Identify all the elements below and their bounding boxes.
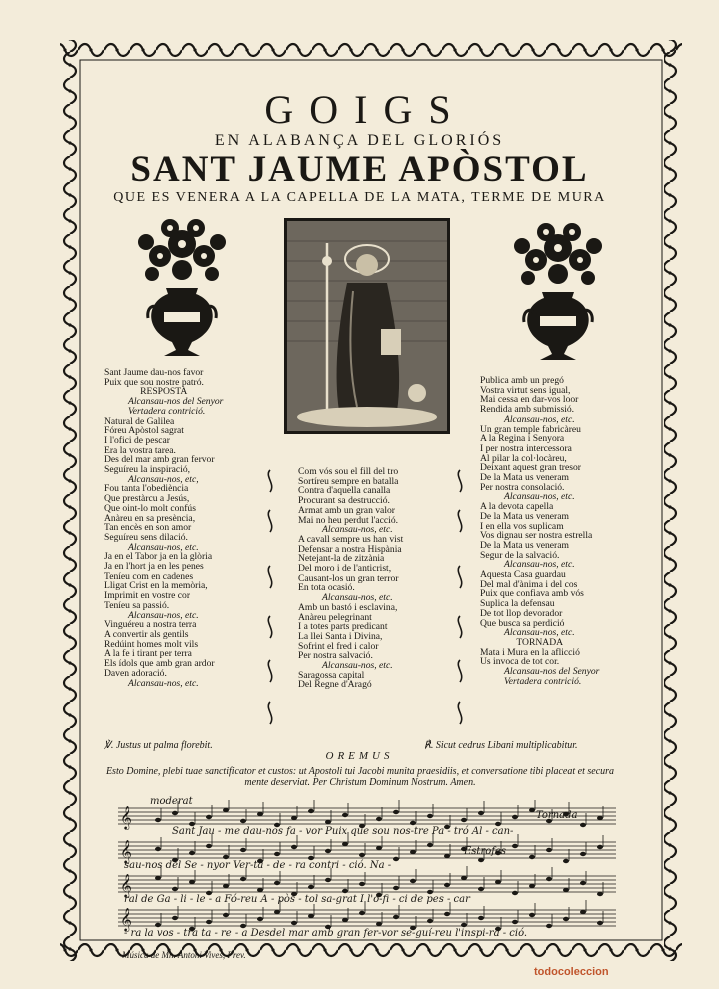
verse-line: Fóreu Apòstol sagrat — [104, 425, 184, 437]
note-head — [478, 811, 484, 815]
note-head — [478, 916, 484, 920]
verse-column-right — [480, 376, 599, 687]
verse-line: RESPOSTA — [140, 386, 188, 398]
verse-line: Redúint homes molt vils — [104, 638, 199, 650]
verse-line: Daven adoració. — [104, 667, 167, 679]
verse-line: I a totes parts predicant — [298, 621, 388, 633]
verse-line: Rendida amb submissió. — [480, 404, 575, 416]
verse-line: Vertadera contrició. — [504, 675, 582, 687]
verse-line: Vertadera contrició. — [128, 405, 206, 417]
oremus-heading: OREMUS — [325, 750, 394, 762]
note-head — [308, 914, 314, 918]
note-head — [495, 880, 501, 884]
saint-figure-icon — [287, 221, 447, 431]
verse-line: Del Regne d'Aragó — [298, 679, 372, 691]
note-head — [376, 922, 382, 926]
divider-left-icon — [262, 466, 278, 736]
lyric-line-3: ral de Ga - li - le - a Fó-reu A - pòs - tol sa-grat I l'o-fi - ci de pes - car — [124, 894, 470, 905]
lyric-line-1: Sant Jau - me dau-nos fa - vor Puix que sou nos-tre Pa - tró Al - can- — [172, 826, 514, 837]
verse-line: Alcansau-nos, etc. — [504, 559, 575, 571]
note-head — [597, 921, 603, 925]
note-head — [240, 877, 246, 881]
note-head — [393, 857, 399, 861]
lyric-line-4: - ra la vos - tra ta - re - a Desdel mar amb gran fer-vor se-guí-reu l'inspi-ra - ció. — [124, 928, 528, 939]
note-head — [189, 851, 195, 855]
svg-text:𝄞: 𝄞 — [120, 907, 132, 931]
verse-line: Anàreu pelegrinant — [298, 611, 372, 623]
verse-line: Alcansau-nos, etc. — [128, 677, 199, 689]
verse-line: Alcansau-nos del Senyor — [504, 666, 600, 678]
note-head — [342, 889, 348, 893]
verse-line: Ja en l'hort ja en les penes — [104, 561, 204, 573]
note-head — [478, 858, 484, 862]
note-head — [206, 815, 212, 819]
verse-line: Alcansau-nos, etc. — [322, 524, 393, 536]
verse-line: Aquesta Casa guardau — [480, 569, 566, 581]
note-head — [291, 921, 297, 925]
verse-line: Alcansau-nos, etc. — [504, 627, 575, 639]
note-head — [410, 821, 416, 825]
watermark-text: todocoleccion — [534, 966, 609, 978]
response: ℟. Sicut cedrus Libani multiplicabitur. — [424, 740, 578, 751]
verse-line: Des del mar amb gran fervor — [104, 454, 215, 466]
verse-line: A la Regina i Senyora — [480, 433, 565, 445]
note-head — [325, 878, 331, 882]
note-head — [461, 923, 467, 927]
note-head — [393, 915, 399, 919]
note-head — [563, 917, 569, 921]
note-head — [512, 891, 518, 895]
note-head — [274, 910, 280, 914]
note-head — [546, 848, 552, 852]
note-head — [597, 892, 603, 896]
verse-line: I l'ofici de pescar — [104, 434, 170, 446]
oremus-text: Esto Domine, plebi tuae sanctificator et custos: ut Apostoli tui Jacobi munita praesidiis, et conversatione tibi placeat et secura mente deserviat. Per Christum Dominum Nostrum. Amen. — [105, 766, 615, 788]
note-head — [325, 849, 331, 853]
verse-line: Per nostra consolació. — [480, 481, 565, 493]
verse-line: Teníeu com en cadenes — [104, 570, 194, 582]
verse-line: Mai no heu perdut l'acció. — [298, 514, 399, 526]
verse-line: Alcansau-nos, etc. — [322, 592, 393, 604]
note-head — [546, 924, 552, 928]
verse-line: Imprimit en vostre cor — [104, 590, 191, 602]
verse-line: Us invoca de tot cor. — [480, 656, 560, 668]
note-head — [189, 880, 195, 884]
note-head — [427, 843, 433, 847]
versicle: ℣. Justus ut palma florebit. — [104, 740, 213, 751]
verse-line: A convertir als gentils — [104, 628, 189, 640]
verse-line: Anàreu en sa presència, — [104, 512, 196, 524]
note-head — [274, 852, 280, 856]
verse-line: Vinguéreu a nostra terra — [104, 619, 197, 631]
title-block — [0, 87, 719, 206]
note-head — [308, 809, 314, 813]
note-head — [223, 913, 229, 917]
note-head — [155, 818, 161, 822]
verse-line: La llei Santa i Divina, — [298, 630, 383, 642]
verse-line: Segur de la salvació. — [480, 549, 560, 561]
note-head — [206, 844, 212, 848]
note-head — [546, 877, 552, 881]
note-head — [223, 808, 229, 812]
note-head — [444, 912, 450, 916]
svg-text:𝄞: 𝄞 — [120, 839, 132, 863]
note-head — [291, 845, 297, 849]
tempo-marking: moderat — [150, 796, 193, 807]
verse-column-middle — [298, 467, 403, 690]
verse-line: Com vós sou el fill del tro — [298, 466, 399, 477]
estrofes-label: Estrofes — [464, 846, 507, 857]
verse-line: Sortíreu sempre en batalla — [298, 475, 399, 487]
verse-line: Puix que confiava amb vós — [480, 588, 584, 600]
note-head — [563, 888, 569, 892]
note-head — [461, 876, 467, 880]
note-head — [580, 910, 586, 914]
note-head — [410, 879, 416, 883]
saint-engraving — [284, 218, 450, 434]
note-head — [580, 881, 586, 885]
note-head — [444, 883, 450, 887]
verse-line: Causant-los un gran terror — [298, 572, 399, 584]
note-head — [257, 917, 263, 921]
note-head — [478, 887, 484, 891]
verse-line: Mata i Mura en la aflicció — [480, 646, 580, 658]
note-head — [359, 882, 365, 886]
verse-line: De la Mata us veneram — [480, 472, 569, 484]
verse-line: A cavall sempre us han vist — [298, 533, 404, 545]
verse-line: Seguíreu sens dilació. — [104, 531, 188, 543]
verse-line: Al pilar la col·locàreu, — [480, 452, 567, 464]
verse-line: TORNADA — [516, 636, 564, 648]
svg-text:𝄞: 𝄞 — [120, 805, 132, 829]
verse-line: Puix que sou nostre patró. — [104, 376, 204, 388]
verse-line: Teníeu sa passió. — [104, 599, 170, 611]
verse-line: Era la vostra tarea. — [104, 444, 176, 456]
note-head — [274, 881, 280, 885]
note-head — [155, 923, 161, 927]
music-staves — [118, 800, 616, 945]
note-head — [155, 847, 161, 851]
note-head — [393, 810, 399, 814]
verse-line: Fou tanta l'obediència — [104, 483, 189, 495]
title-subtitle-1: EN ALABANÇA DEL GLORIÓS — [214, 132, 505, 149]
note-head — [376, 846, 382, 850]
verse-line: Alcansau-nos, etc. — [504, 491, 575, 503]
note-head — [257, 888, 263, 892]
title-subtitle-2: QUE ES VENERA A LA CAPELLA DE LA MATA, TERME DE MURA — [113, 190, 606, 205]
verse-line: A la fe i tirant per terra — [104, 648, 192, 660]
verse-column-left — [104, 368, 223, 688]
verse-line: Del moro i de l'anticrist, — [298, 563, 392, 575]
verse-line: Procurant sa destrucció. — [298, 495, 390, 507]
note-head — [512, 844, 518, 848]
note-head — [257, 812, 263, 816]
note-head — [172, 811, 178, 815]
note-head — [597, 816, 603, 820]
verse-line: Contra d'aquella canalla — [298, 485, 391, 497]
verse-line: Alcansau-nos del Senyor — [128, 396, 224, 408]
note-head — [223, 884, 229, 888]
music-credit: Música de Mn. Antoni Vives, Prev. — [122, 950, 246, 960]
verse-line: A la devota capella — [480, 501, 554, 513]
verse-line: Els ídols que amb gran ardor — [104, 658, 215, 670]
verse-line: Del mal d'ànima i del cos — [480, 578, 578, 590]
note-head — [563, 859, 569, 863]
verse-line: Que busca sa perdició — [480, 617, 565, 629]
note-head — [359, 911, 365, 915]
verse-line: De la Mata us veneram — [480, 510, 569, 522]
tornada-label: Tornada — [536, 810, 578, 821]
verse-line: I per nostra intercessora — [480, 442, 572, 454]
note-head — [342, 918, 348, 922]
verse-line: Lligat Crist en la memòria, — [104, 580, 208, 592]
verse-line: Defensar a nostra Hispània — [298, 543, 402, 555]
verse-line: Que oint-lo molt confús — [104, 502, 196, 514]
title-goigs: GOIGS — [264, 87, 467, 132]
note-head — [308, 885, 314, 889]
verse-line: Alcansau-nos, etc. — [128, 541, 199, 553]
note-head — [512, 815, 518, 819]
note-head — [512, 920, 518, 924]
note-head — [155, 876, 161, 880]
verse-line: Suplica la defensau — [480, 598, 555, 610]
verse-line: Alcansau-nos, etc, — [128, 473, 199, 485]
verse-line: Un gran temple fabricàreu — [480, 423, 581, 435]
verse-line: I en ella vos suplicam — [480, 520, 564, 532]
note-head — [291, 816, 297, 820]
note-head — [172, 887, 178, 891]
verse-line: Armat amb un gran valor — [298, 504, 395, 516]
note-head — [580, 823, 586, 827]
verse-line: Seguíreu la inspiració, — [104, 464, 191, 476]
divider-right-icon — [452, 466, 468, 736]
note-head — [240, 848, 246, 852]
verse-line: Deixant aquest gran tresor — [480, 462, 581, 474]
note-head — [444, 854, 450, 858]
verse-line: Tan encès en son amor — [104, 522, 192, 534]
note-head — [410, 850, 416, 854]
flower-vase-left-icon — [130, 212, 234, 362]
verse-line: Amb un bastó i esclavina, — [298, 601, 398, 613]
note-head — [342, 842, 348, 846]
verse-line: De tot llop devorador — [480, 607, 563, 619]
note-head — [376, 817, 382, 821]
note-head — [325, 820, 331, 824]
verse-line: Saragossa capital — [298, 669, 365, 681]
verse-line: Sofrint el fred i calor — [298, 640, 379, 652]
verse-line: Alcansau-nos, etc. — [504, 413, 575, 425]
note-head — [529, 855, 535, 859]
note-head — [529, 913, 535, 917]
note-head — [223, 855, 229, 859]
note-head — [206, 920, 212, 924]
verse-line: Netejant-la de zitzània — [298, 553, 385, 565]
svg-text:𝄞: 𝄞 — [120, 873, 132, 897]
verse-line: Vostra virtut sens igual, — [480, 384, 571, 396]
note-head — [359, 853, 365, 857]
note-head — [427, 919, 433, 923]
note-head — [172, 916, 178, 920]
note-head — [427, 814, 433, 818]
verse-line: Alcansau-nos, etc. — [128, 609, 199, 621]
flower-vase-right-icon — [506, 216, 610, 366]
title-saint: SANT JAUME APÒSTOL — [130, 149, 589, 190]
note-head — [580, 852, 586, 856]
note-head — [342, 813, 348, 817]
note-head — [597, 845, 603, 849]
verse-line: Sant Jaume dau-nos favor — [104, 367, 204, 378]
verse-line: De la Mata us veneram — [480, 539, 569, 551]
verse-line: Natural de Galilea — [104, 415, 175, 427]
verse-line: Que prestàrcu a Jesús, — [104, 493, 190, 505]
verse-line: Alcansau-nos, etc. — [322, 660, 393, 672]
note-head — [240, 819, 246, 823]
note-head — [529, 884, 535, 888]
verse-line: Ja en el Tabor ja en la glòria — [104, 551, 213, 563]
verse-line: Publica amb un pregó — [480, 375, 564, 386]
verse-line: Vos dignau ser nostra estrella — [480, 530, 593, 542]
verse-line: Per nostra salvació. — [298, 650, 373, 662]
note-head — [529, 808, 535, 812]
note-head — [461, 818, 467, 822]
note-head — [393, 886, 399, 890]
verse-line: Mai cessa en dar-vos loor — [480, 394, 579, 406]
lyric-line-2: sau-nos del Se - nyor Ver-ta - de - ra contri - ció. Na - — [124, 860, 392, 871]
verse-line: En tota ocasió. — [298, 582, 355, 594]
